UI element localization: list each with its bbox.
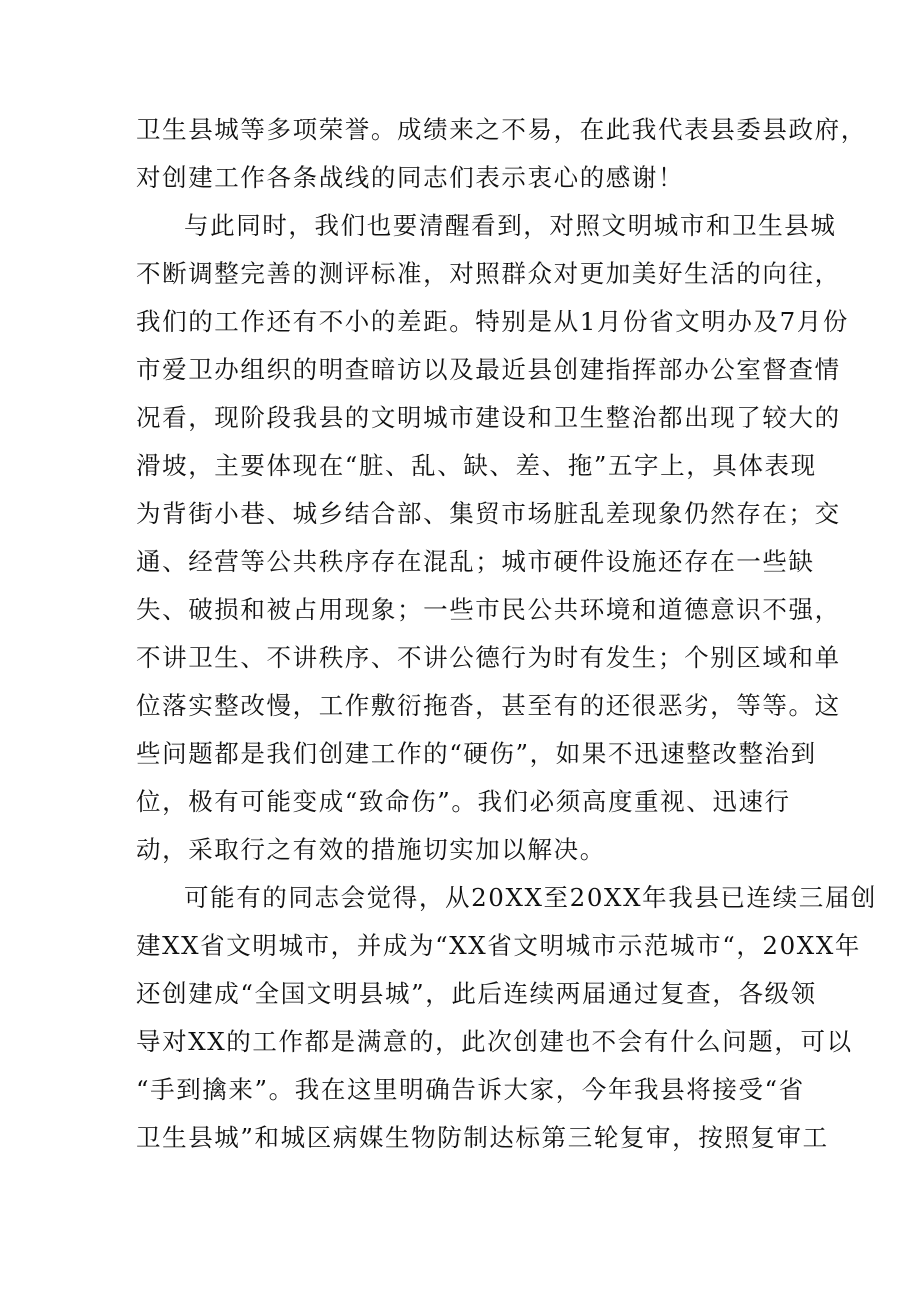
- paragraph-start-line: 与此同时，我们也要清醒看到，对照文明城市和卫生县城: [184, 211, 837, 240]
- text-line: 些问题都是我们创建工作的“硬伤”，如果不迅速整改整治到: [136, 739, 817, 768]
- text-line: 不讲卫生、不讲秩序、不讲公德行为时有发生；个别区域和单: [136, 643, 841, 672]
- text-line: 失、破损和被占用现象；一些市民公共环境和道德意识不强，: [136, 595, 841, 624]
- text-line: 对创建工作各条战线的同志们表示衷心的感谢！: [136, 163, 685, 192]
- text-line: 卫生县城”和城区病媒生物防制达标第三轮复审，按照复审工: [136, 1123, 829, 1152]
- text-line: 卫生县城等多项荣誉。成绩来之不易，在此我代表县委县政府，: [136, 115, 867, 144]
- text-line: 位，极有可能变成“致命伤”。我们必须高度重视、迅速行: [136, 787, 791, 816]
- text-line: 通、经营等公共秩序存在混乱；城市硬件设施还存在一些缺: [136, 547, 815, 576]
- text-line: 动，采取行之有效的措施切实加以解决。: [136, 835, 606, 864]
- text-line: 位落实整改慢，工作敷衍拖沓，甚至有的还很恶劣，等等。这: [136, 691, 841, 720]
- text-line: 建XX省文明城市，并成为“XX省文明城市示范城市“，20XX年: [136, 931, 861, 960]
- text-line: 市爱卫办组织的明查暗访以及最近县创建指挥部办公室督查情: [136, 355, 841, 384]
- text-line: “手到擒来”。我在这里明确告诉大家，今年我县将接受“省: [136, 1075, 805, 1104]
- paragraph-start-line: 可能有的同志会觉得，从20XX至20XX年我县已连续三届创: [184, 883, 878, 912]
- text-line: 滑坡，主要体现在“脏、乱、缺、差、拖”五字上，具体表现: [136, 451, 817, 480]
- text-line: 为背街小巷、城乡结合部、集贸市场脏乱差现象仍然存在；交: [136, 499, 841, 528]
- text-line: 还创建成“全国文明县城”，此后连续两届通过复查，各级领: [136, 979, 817, 1008]
- text-line: 况看，现阶段我县的文明城市建设和卫生整治都出现了较大的: [136, 403, 841, 432]
- text-line: 不断调整完善的测评标准，对照群众对更加美好生活的向往，: [136, 259, 841, 288]
- text-line: 导对XX的工作都是满意的，此次创建也不会有什么问题，可以: [136, 1027, 853, 1056]
- text-line: 我们的工作还有不小的差距。特别是从1月份省文明办及7月份: [136, 307, 849, 336]
